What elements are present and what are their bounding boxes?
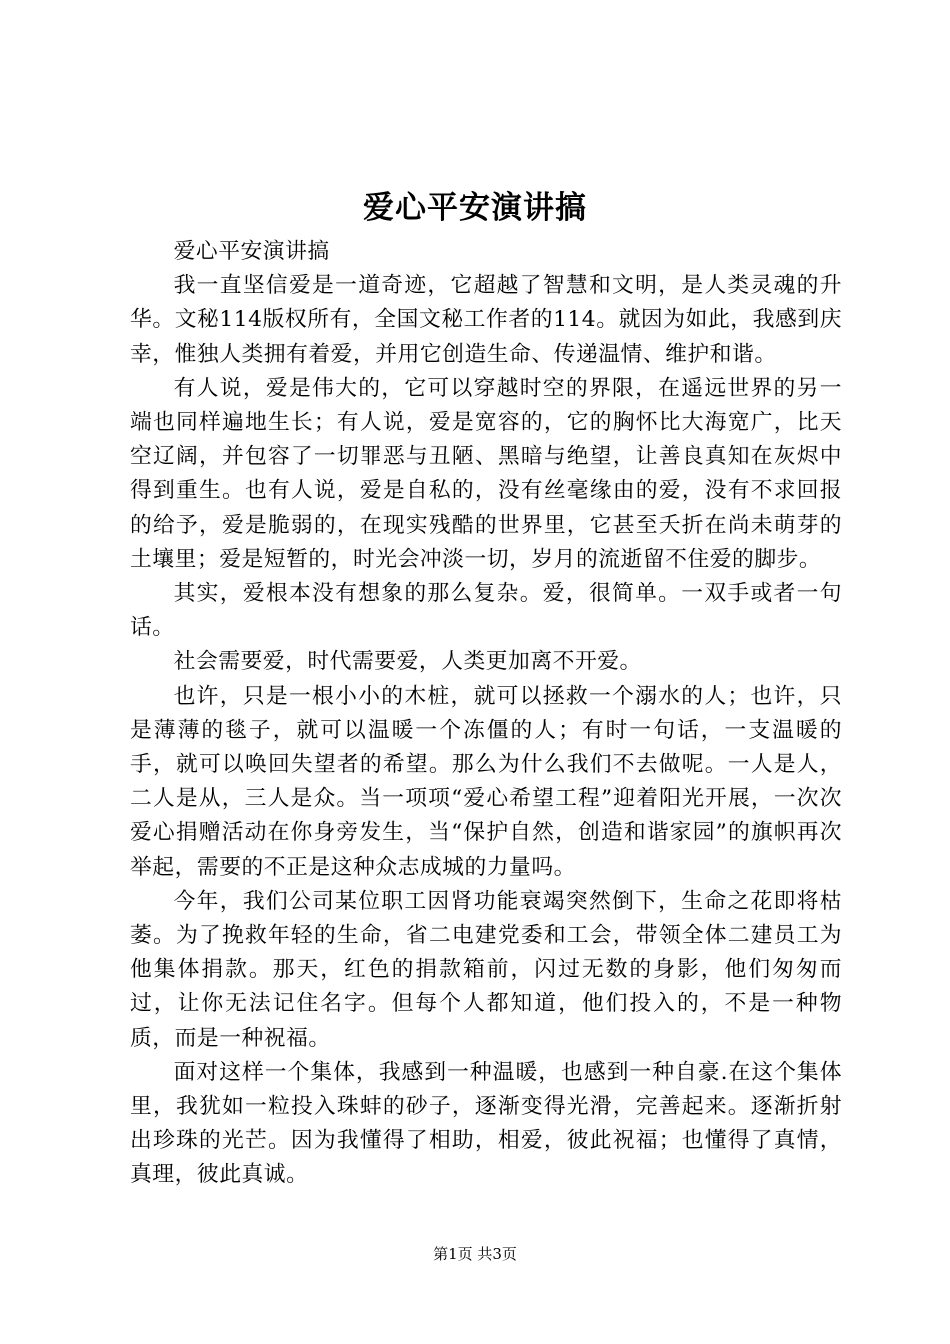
document-title: 爱心平安演讲搞 <box>363 190 587 226</box>
paragraph: 我一直坚信爱是一道奇迹，它超越了智慧和文明，是人类灵魂的升华。文秘114版权所有，全国文秘工作者的114。就因为如此，我感到庆幸，惟独人类拥有着爱，并用它创造生命、传递温情、维护和谐。 <box>130 273 842 367</box>
paragraph: 有人说，爱是伟大的，它可以穿越时空的界限，在遥远世界的另一端也同样遍地生长；有人说，爱是宽容的，它的胸怀比大海宽广，比天空辽阔，并包容了一切罪恶与丑陋、黑暗与绝望，让善良真知在灰烬中得到重生。也有人说，爱是自私的，没有丝毫缘由的爱，没有不求回报的给予，爱是脆弱的，在现实残酷的世界里，它甚至夭折在尚未萌芽的土壤里；爱是短暂的，时光会冲淡一切，岁月的流逝留不住爱的脚步。 <box>130 375 842 572</box>
paragraph: 也许，只是一根小小的木桩，就可以拯救一个溺水的人；也许，只是薄薄的毯子，就可以温暖一个冻僵的人；有时一句话，一支温暖的手，就可以唤回失望者的希望。那么为什么我们不去做呢。一人是人，二人是从，三人是众。当一项项“爱心希望工程”迎着阳光开展，一次次爱心捐赠活动在你身旁发生，当“保护自然，创造和谐家园”的旗帜再次举起，需要的不正是这种众志成城的力量吗。 <box>130 683 842 880</box>
paragraph: 社会需要爱，时代需要爱，人类更加离不开爱。 <box>173 649 642 675</box>
document-body <box>130 235 842 1193</box>
page-number-footer: 第1页 共3页 <box>433 1245 517 1263</box>
paragraph: 今年，我们公司某位职工因肾功能衰竭突然倒下，生命之花即将枯萎。为了挽救年轻的生命，省二电建党委和工会，带领全体二建员工为他集体捐款。那天，红色的捐款箱前，闪过无数的身影，他们匆匆而过，让你无法记住名字。但每个人都知道，他们投入的，不是一种物质，而是一种祝福。 <box>130 888 842 1051</box>
paragraph-heading: 爱心平安演讲搞 <box>173 239 330 264</box>
paragraph: 其实，爱根本没有想象的那么复杂。爱，很简单。一双手或者一句话。 <box>130 581 842 641</box>
paragraph: 面对这样一个集体，我感到一种温暖，也感到一种自豪.在这个集体里，我犹如一粒投入珠蚌的砂子，逐渐变得光滑，完善起来。逐渐折射出珍珠的光芒。因为我懂得了相助，相爱，彼此祝福；也懂得了真情，真理，彼此真诚。 <box>130 1059 842 1188</box>
